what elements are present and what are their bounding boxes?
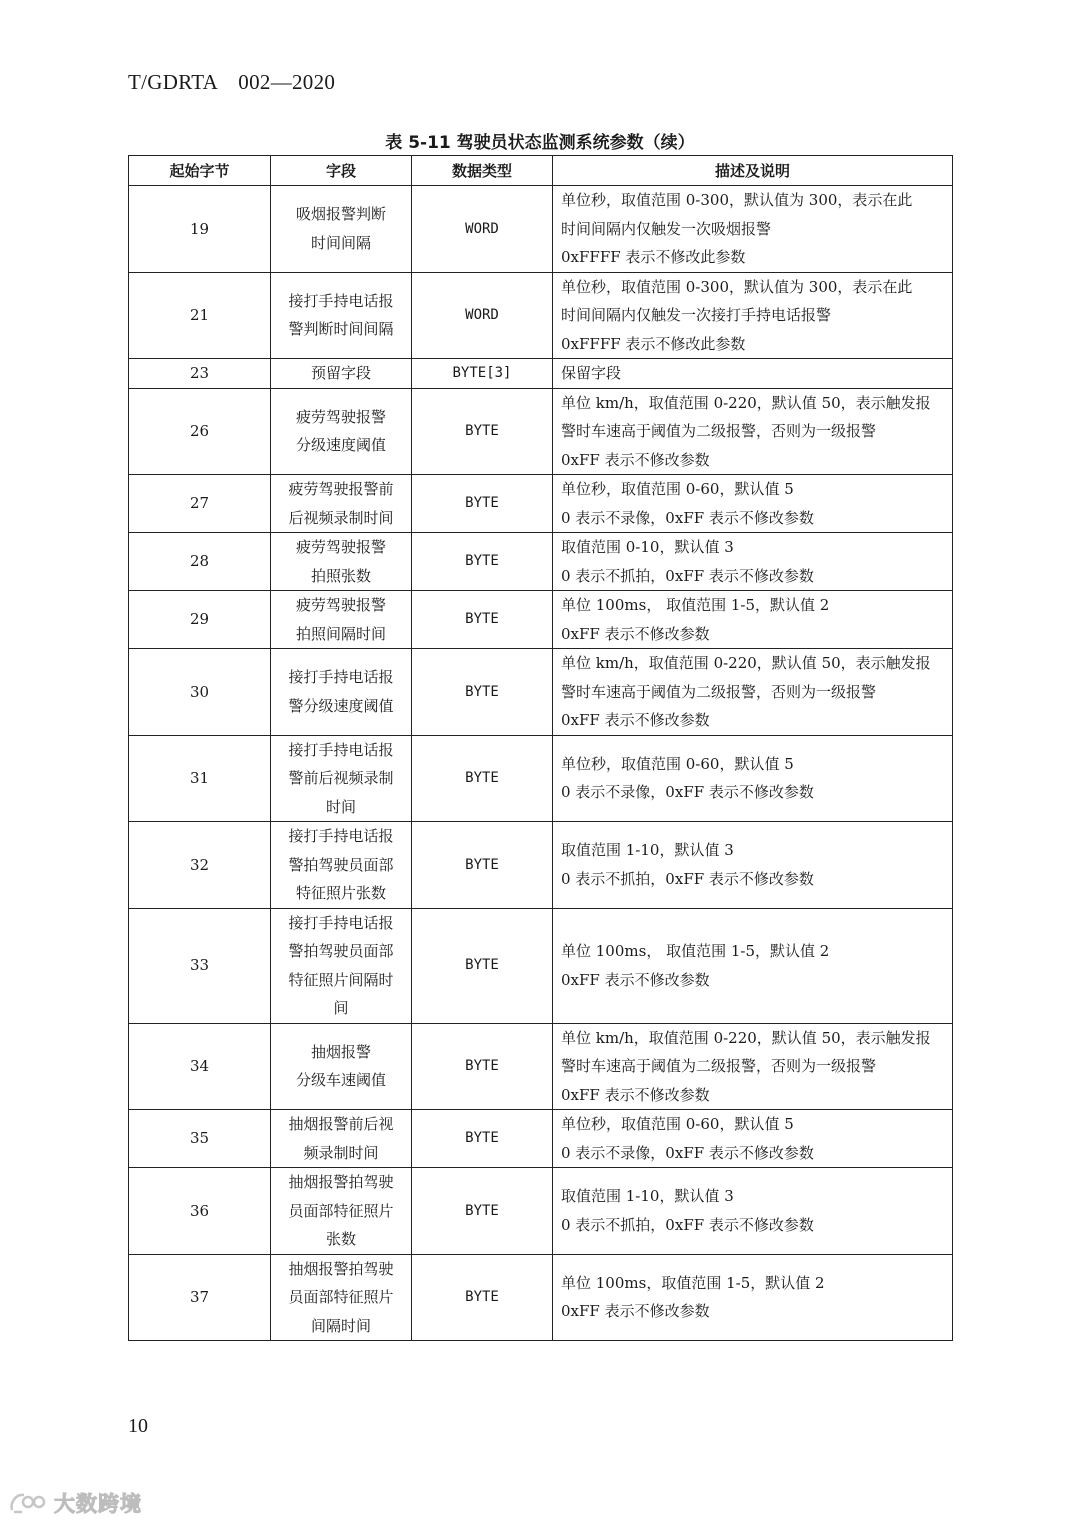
watermark-logo-icon <box>8 1490 48 1516</box>
description-line: 单位秒，取值范围 0-60，默认值 5 <box>561 1115 794 1133</box>
cell-description <box>553 591 953 649</box>
cell-start-byte: 37 <box>129 1254 271 1341</box>
cell-start-byte: 33 <box>129 908 271 1023</box>
cell-description <box>553 1254 953 1341</box>
cell-description <box>553 1110 953 1168</box>
cell-description <box>553 388 953 475</box>
cell-data-type: BYTE <box>412 1168 553 1255</box>
table-row <box>129 1168 953 1255</box>
description-line: 单位 100ms，取值范围 1-5，默认值 2 <box>561 1273 825 1292</box>
table-row <box>129 1110 953 1168</box>
description-line: 0xFFFF 表示不修改此参数 <box>561 248 746 266</box>
cell-description <box>553 272 953 359</box>
cell-description <box>553 533 953 591</box>
field-line: 员面部特征照片 <box>288 1288 394 1306</box>
cell-data-type: BYTE <box>412 1110 553 1168</box>
description-line: 单位秒，取值范围 0-300，默认值为 300，表示在此 <box>561 277 913 296</box>
cell-description <box>553 735 953 822</box>
field-line: 接打手持电话报 <box>288 913 394 932</box>
cell-field <box>271 359 412 389</box>
description-line: 取值范围 1-10，默认值 3 <box>561 841 734 860</box>
cell-start-byte: 29 <box>129 591 271 649</box>
cell-data-type: BYTE <box>412 908 553 1023</box>
description-line: 单位 100ms， 取值范围 1-5，默认值 2 <box>561 942 830 960</box>
field-line: 时间 <box>325 797 356 816</box>
table-row <box>129 1254 953 1341</box>
description-line: 警时车速高于阈值为二级报警，否则为一级报警 <box>561 422 877 440</box>
cell-field <box>271 533 412 591</box>
cell-data-type: BYTE <box>412 735 553 822</box>
field-line: 抽烟报警 <box>310 1042 371 1061</box>
table-body <box>129 186 953 1341</box>
field-line: 警前后视频录制 <box>288 769 394 787</box>
description-line: 单位秒，取值范围 0-60，默认值 5 <box>561 754 794 773</box>
description-line: 0xFF 表示不修改参数 <box>561 450 710 469</box>
cell-field <box>271 272 412 359</box>
field-line: 疲劳驾驶报警前 <box>288 480 394 498</box>
table-row <box>129 649 953 736</box>
description-line: 0 表示不抓拍，0xFF 表示不修改参数 <box>561 1215 814 1234</box>
cell-data-type: BYTE <box>412 1023 553 1110</box>
table-row <box>129 735 953 822</box>
table-row <box>129 475 953 533</box>
column-header-start-byte: 起始字节 <box>129 156 271 186</box>
description-line: 0xFF 表示不修改参数 <box>561 1085 710 1104</box>
field-line: 间 <box>333 999 349 1017</box>
field-line: 疲劳驾驶报警 <box>295 407 386 426</box>
description-line: 时间间隔内仅触发一次吸烟报警 <box>561 219 772 238</box>
description-line: 警时车速高于阈值为二级报警，否则为一级报警 <box>561 1057 877 1075</box>
field-line: 抽烟报警拍驾驶 <box>288 1173 394 1191</box>
field-line: 拍照间隔时间 <box>295 624 386 643</box>
cell-field <box>271 1110 412 1168</box>
table-row <box>129 533 953 591</box>
table-row <box>129 1023 953 1110</box>
parameter-table <box>128 155 953 1341</box>
field-line: 警分级速度阈值 <box>288 696 394 715</box>
description-line: 取值范围 1-10，默认值 3 <box>561 1187 734 1206</box>
field-line: 抽烟报警拍驾驶 <box>288 1259 394 1278</box>
field-line: 预留字段 <box>310 364 371 382</box>
table-row <box>129 272 953 359</box>
field-line: 分级速度阈值 <box>295 436 386 455</box>
field-line: 后视频录制时间 <box>288 508 394 527</box>
cell-start-byte: 34 <box>129 1023 271 1110</box>
field-line: 时间间隔 <box>310 233 371 252</box>
field-line: 疲劳驾驶报警 <box>295 538 386 556</box>
description-line: 单位秒，取值范围 0-300，默认值为 300，表示在此 <box>561 191 913 209</box>
description-line: 取值范围 0-10，默认值 3 <box>561 538 734 556</box>
cell-data-type: BYTE[3] <box>412 359 553 389</box>
cell-description <box>553 475 953 533</box>
field-line: 间隔时间 <box>310 1316 371 1335</box>
column-header-field: 字段 <box>271 156 412 186</box>
field-line: 接打手持电话报 <box>288 668 394 687</box>
field-line: 警拍驾驶员面部 <box>288 855 394 874</box>
cell-start-byte: 21 <box>129 272 271 359</box>
cell-field <box>271 1023 412 1110</box>
table-title: 表 5-11 驾驶员状态监测系统参数（续） <box>385 133 695 153</box>
cell-data-type: WORD <box>412 272 553 359</box>
description-line: 0 表示不录像，0xFF 表示不修改参数 <box>561 508 814 527</box>
description-line: 单位 100ms， 取值范围 1-5，默认值 2 <box>561 596 830 614</box>
cell-field <box>271 822 412 909</box>
cell-data-type: BYTE <box>412 475 553 533</box>
field-line: 特征照片间隔时 <box>288 970 394 989</box>
field-line: 吸烟报警判断 <box>295 205 386 224</box>
cell-description <box>553 822 953 909</box>
description-line: 0 表示不抓拍，0xFF 表示不修改参数 <box>561 566 814 585</box>
page-number: 10 <box>128 1415 148 1437</box>
cell-description <box>553 1168 953 1255</box>
description-line: 0 表示不录像，0xFF 表示不修改参数 <box>561 1143 814 1162</box>
cell-field <box>271 735 412 822</box>
cell-data-type: BYTE <box>412 822 553 909</box>
description-line: 单位 km/h，取值范围 0-220，默认值 50，表示触发报 <box>561 1028 931 1047</box>
field-line: 张数 <box>325 1230 356 1248</box>
cell-field <box>271 475 412 533</box>
field-line: 分级车速阈值 <box>295 1071 386 1090</box>
cell-field <box>271 908 412 1023</box>
description-line: 单位 km/h，取值范围 0-220，默认值 50，表示触发报 <box>561 654 931 672</box>
cell-start-byte: 30 <box>129 649 271 736</box>
watermark <box>8 1488 142 1518</box>
field-line: 警拍驾驶员面部 <box>288 942 394 960</box>
field-line: 抽烟报警前后视 <box>288 1115 394 1133</box>
table-header <box>129 156 953 186</box>
cell-description <box>553 649 953 736</box>
cell-data-type: BYTE <box>412 591 553 649</box>
field-line: 接打手持电话报 <box>288 827 394 845</box>
cell-description <box>553 186 953 273</box>
description-line: 0 表示不录像，0xFF 表示不修改参数 <box>561 783 814 802</box>
cell-field <box>271 591 412 649</box>
description-line: 0xFF 表示不修改参数 <box>561 711 710 729</box>
table-row <box>129 388 953 475</box>
field-line: 拍照张数 <box>310 566 371 585</box>
table-row <box>129 908 953 1023</box>
field-line: 特征照片张数 <box>295 884 386 902</box>
cell-description <box>553 1023 953 1110</box>
description-line: 警时车速高于阈值为二级报警，否则为一级报警 <box>561 682 877 701</box>
cell-description <box>553 359 953 389</box>
cell-data-type: BYTE <box>412 1254 553 1341</box>
cell-start-byte: 31 <box>129 735 271 822</box>
description-line: 0xFF 表示不修改参数 <box>561 1302 710 1321</box>
description-line: 0 表示不抓拍，0xFF 表示不修改参数 <box>561 869 814 888</box>
field-line: 疲劳驾驶报警 <box>295 596 386 614</box>
table-row <box>129 591 953 649</box>
field-line: 警判断时间间隔 <box>288 320 394 339</box>
description-line: 单位 km/h，取值范围 0-220，默认值 50，表示触发报 <box>561 393 931 412</box>
cell-data-type: BYTE <box>412 649 553 736</box>
cell-data-type: BYTE <box>412 533 553 591</box>
description-line: 时间间隔内仅触发一次接打手持电话报警 <box>561 306 832 324</box>
cell-start-byte: 23 <box>129 359 271 389</box>
cell-start-byte: 36 <box>129 1168 271 1255</box>
description-line: 0xFF 表示不修改参数 <box>561 624 710 643</box>
description-line: 0xFF 表示不修改参数 <box>561 970 710 989</box>
cell-description <box>553 908 953 1023</box>
cell-data-type: BYTE <box>412 388 553 475</box>
cell-field <box>271 649 412 736</box>
description-line: 保留字段 <box>561 364 622 382</box>
description-line: 单位秒，取值范围 0-60，默认值 5 <box>561 480 794 498</box>
field-line: 接打手持电话报 <box>288 291 394 310</box>
cell-start-byte: 26 <box>129 388 271 475</box>
cell-field <box>271 1168 412 1255</box>
table-row <box>129 359 953 389</box>
field-line: 接打手持电话报 <box>288 740 394 759</box>
cell-field <box>271 388 412 475</box>
cell-start-byte: 32 <box>129 822 271 909</box>
cell-start-byte: 27 <box>129 475 271 533</box>
cell-start-byte: 35 <box>129 1110 271 1168</box>
column-header-data-type: 数据类型 <box>412 156 553 186</box>
cell-field <box>271 1254 412 1341</box>
watermark-text: 大数跨境 <box>54 1492 142 1516</box>
cell-start-byte: 19 <box>129 186 271 273</box>
description-line: 0xFFFF 表示不修改此参数 <box>561 334 746 353</box>
table-row <box>129 186 953 273</box>
standard-code: T/GDRTA 002—2020 <box>128 70 336 94</box>
cell-start-byte: 28 <box>129 533 271 591</box>
field-line: 员面部特征照片 <box>288 1201 394 1220</box>
cell-field <box>271 186 412 273</box>
column-header-description: 描述及说明 <box>553 156 953 186</box>
cell-data-type: WORD <box>412 186 553 273</box>
field-line: 频录制时间 <box>303 1143 379 1162</box>
table-row <box>129 822 953 909</box>
